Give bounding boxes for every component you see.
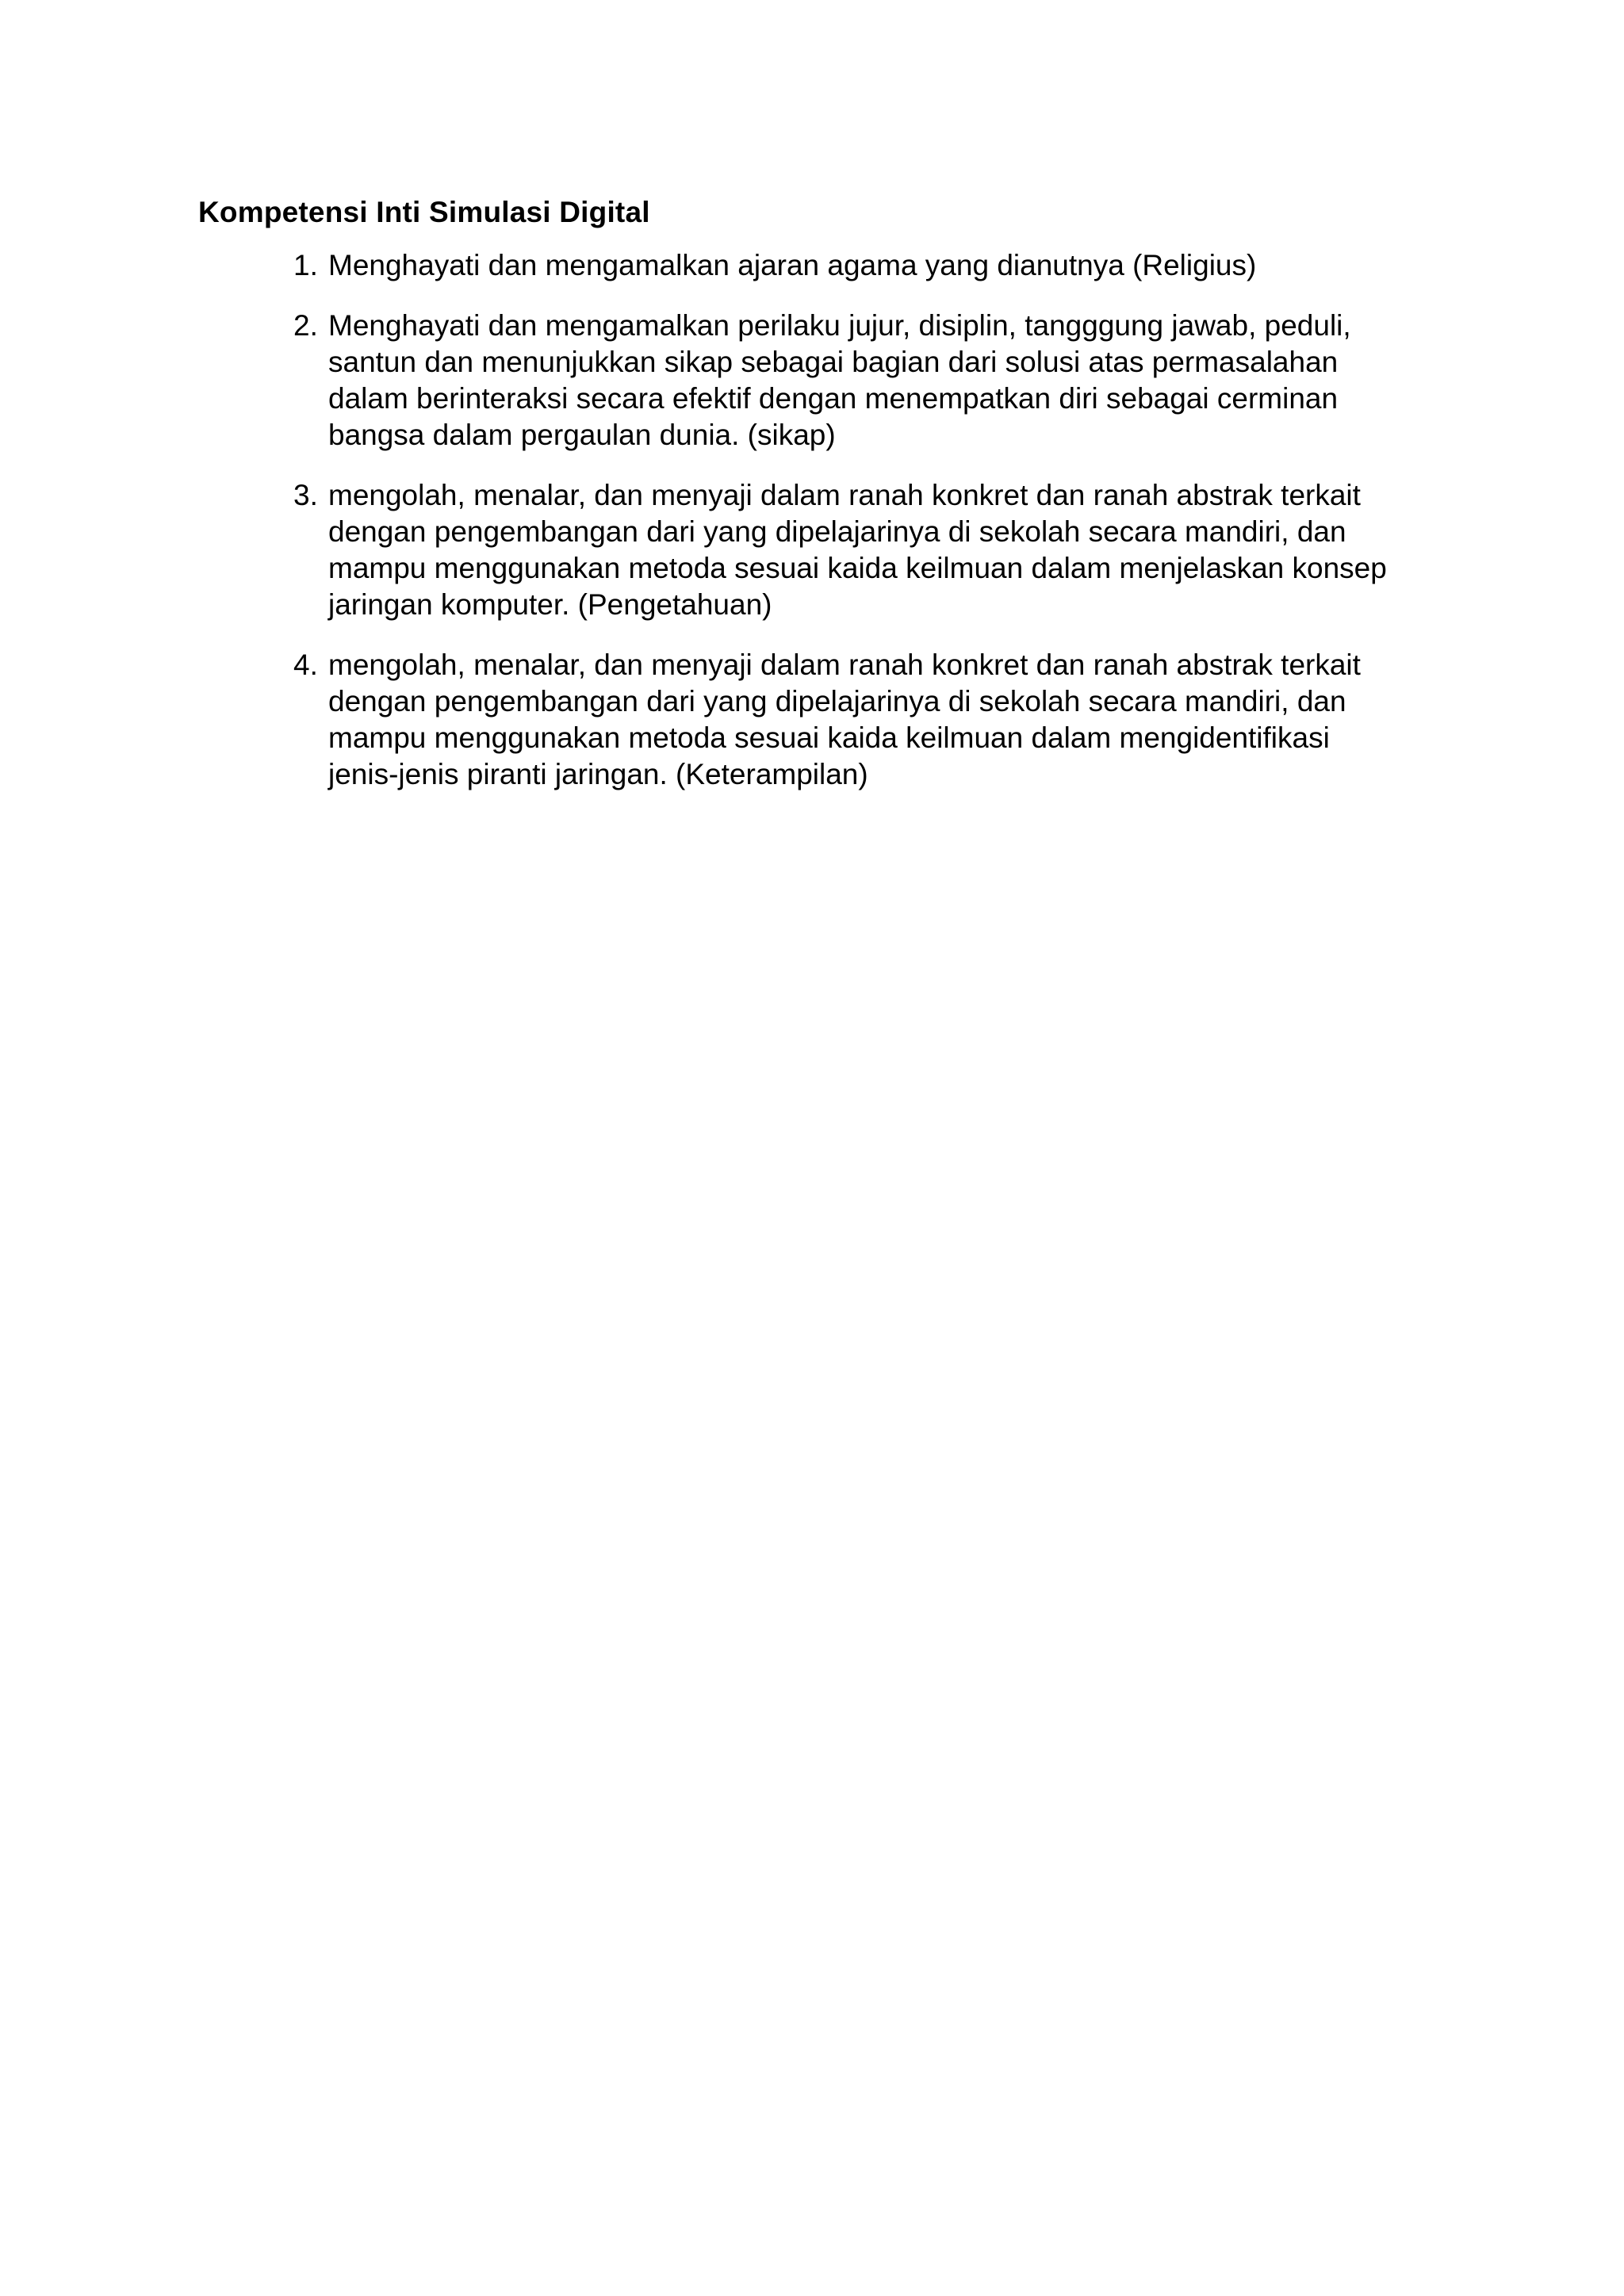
competency-text-line: mampu menggunakan metoda sesuai kaida keilmuan dalam menjelaskan konsep — [328, 552, 1387, 584]
competency-text-line: jaringan komputer. (Pengetahuan) — [328, 588, 772, 621]
document-title: Kompetensi Inti Simulasi Digital — [198, 196, 650, 228]
competency-number: 2. — [293, 309, 318, 342]
competency-text-line: mengolah, menalar, dan menyaji dalam ranah konkret dan ranah abstrak terkait — [328, 479, 1361, 511]
competency-list — [293, 247, 1435, 817]
competency-text-line: dengan pengembangan dari yang dipelajarinya di sekolah secara mandiri, dan — [328, 515, 1346, 548]
competency-text-line: Menghayati dan mengamalkan perilaku jujur, disiplin, tangggung jawab, peduli, — [328, 309, 1351, 342]
competency-number: 4. — [293, 649, 318, 681]
competency-text-line: dengan pengembangan dari yang dipelajarinya di sekolah secara mandiri, dan — [328, 685, 1346, 718]
competency-item-2 — [293, 308, 1435, 453]
competency-text-line: mengolah, menalar, dan menyaji dalam ranah konkret dan ranah abstrak terkait — [328, 649, 1361, 681]
competency-text-line: bangsa dalam pergaulan dunia. (sikap) — [328, 419, 836, 451]
competency-item-1 — [293, 247, 1435, 284]
competency-item-4 — [293, 647, 1435, 793]
competency-text-line: jenis-jenis piranti jaringan. (Keterampilan) — [328, 758, 868, 790]
competency-item-3 — [293, 477, 1435, 623]
competency-text-line: Menghayati dan mengamalkan ajaran agama yang dianutnya (Religius) — [328, 249, 1257, 281]
competency-text-line: dalam berinteraksi secara efektif dengan menempatkan diri sebagai cerminan — [328, 382, 1339, 415]
competency-text-line: mampu menggunakan metoda sesuai kaida keilmuan dalam mengidentifikasi — [328, 721, 1330, 754]
competency-text-line: santun dan menunjukkan sikap sebagai bagian dari solusi atas permasalahan — [328, 346, 1339, 378]
competency-number: 1. — [293, 249, 318, 281]
competency-number: 3. — [293, 479, 318, 511]
